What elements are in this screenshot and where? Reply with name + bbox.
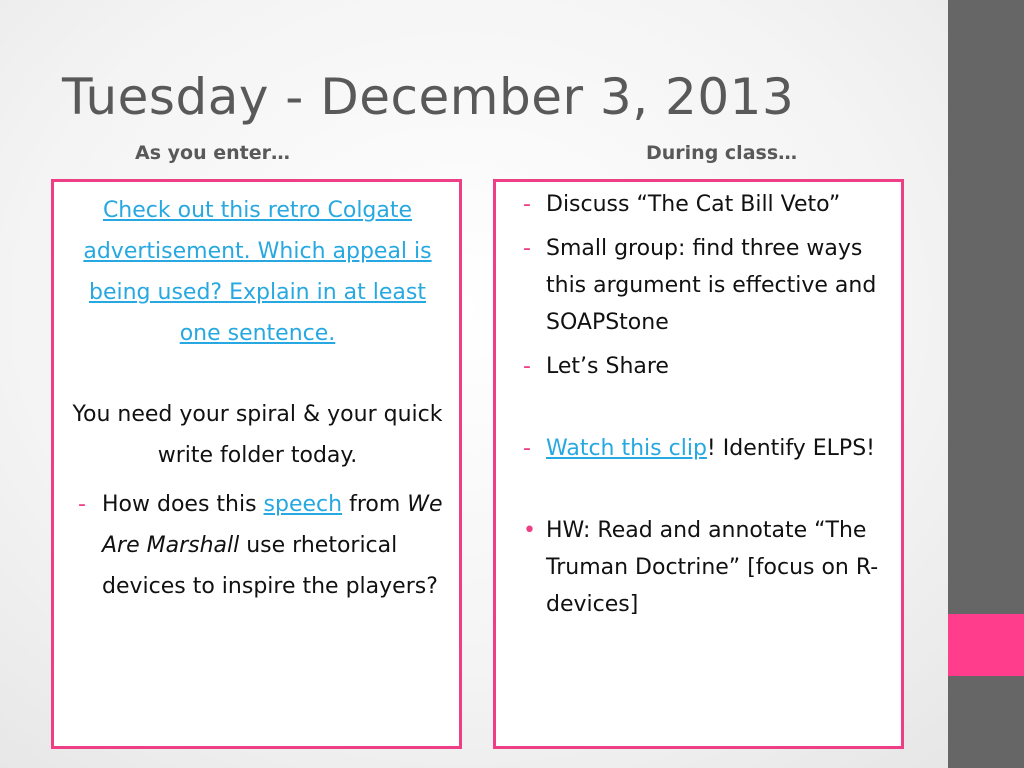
dash-marker: - [523,236,531,261]
materials-note: You need your spiral & your quick write folder today. [72,402,443,468]
film-title: We Are Marshall [102,492,443,558]
left-content-box [51,179,462,749]
watch-clip-link[interactable]: Watch this clip [546,436,707,461]
spacer [66,354,449,394]
bullet-marker: • [523,518,536,543]
dash-marker: - [523,436,531,461]
dash-marker: - [523,192,531,217]
item-text: Discuss “The Cat Bill Veto” [546,192,841,217]
bullet-text: How does this [102,492,264,517]
right-bullet-list [514,186,891,623]
list-item [514,186,891,223]
spacer [514,385,891,430]
speech-link[interactable]: speech [263,492,343,517]
list-item [514,430,891,467]
list-item [514,230,891,341]
bullet-text: use rhetorical devices to inspire the players? [102,533,438,599]
sidebar-accent-block [948,614,1024,676]
colgate-ad-link[interactable]: Check out this retro Colgate advertisement. Which appeal is being used? Explain in at least one sentence. [83,198,432,346]
left-bullet-list [66,484,449,607]
list-item [514,512,891,623]
colgate-prompt [66,190,449,354]
spacer [514,467,891,512]
item-text: HW: Read and annotate “The Truman Doctrine” [focus on R-devices] [546,518,879,617]
item-text: Let’s Share [546,354,669,379]
slide-title: Tuesday - December 3, 2013 [62,68,795,126]
left-column-heading: As you enter… [135,142,290,164]
list-item [514,348,891,385]
bullet-text: from [342,492,408,517]
item-text: Small group: find three ways this argument is effective and SOAPStone [546,236,877,335]
right-column-heading: During class… [646,142,798,164]
list-item [66,484,449,607]
item-text: ! Identify ELPS! [706,436,875,461]
right-content-box [493,179,904,749]
dash-marker: - [523,354,531,379]
dash-marker: - [78,492,86,517]
